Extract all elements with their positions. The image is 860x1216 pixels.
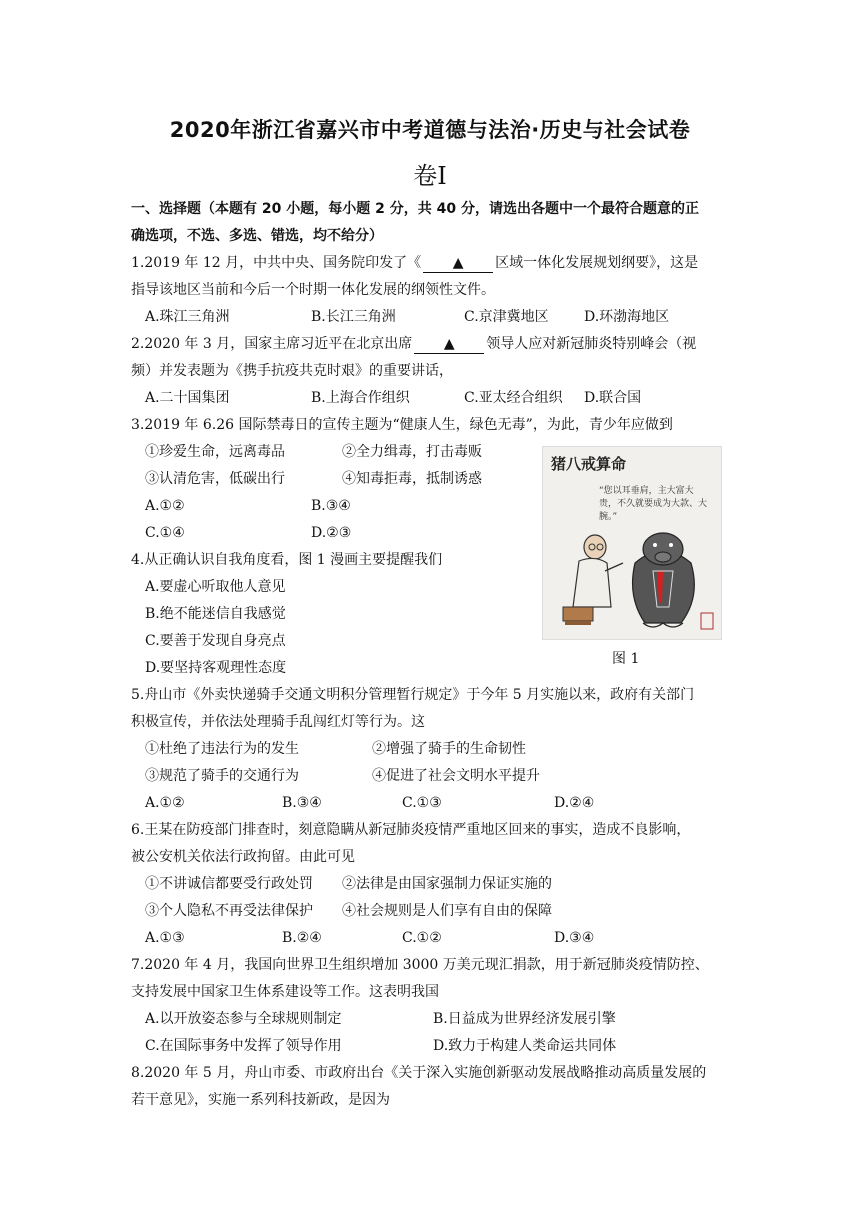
question-1-option-b[interactable]: B.长江三角洲: [311, 309, 396, 325]
cartoon-title: 猪八戒算命: [551, 455, 627, 473]
page-title: 2020年浙江省嘉兴市中考道德与法治·历史与社会试卷: [169, 118, 691, 142]
question-6-line1: 6.王某在防疫部门排查时，刻意隐瞒从新冠肺炎疫情严重地区回来的事实，造成不良影响，: [131, 822, 691, 838]
question-1-option-d[interactable]: D.环渤海地区: [584, 309, 670, 325]
question-6-line2: 被公安机关依法行政拘留。由此可见: [131, 849, 355, 865]
question-7-option-c[interactable]: C.在国际事务中发挥了领导作用: [145, 1038, 342, 1054]
question-7-option-a[interactable]: A.以开放姿态参与全球规则制定: [145, 1011, 342, 1027]
section-instructions-line2: 确选项，不选、多选、错选，均不给分）: [131, 228, 383, 244]
question-5-item-3: ③规范了骑手的交通行为: [145, 768, 299, 784]
question-5-item-4: ④促进了社会文明水平提升: [372, 768, 540, 784]
question-6-option-b[interactable]: B.②④: [282, 930, 322, 946]
question-3-item-4: ④知毒拒毒，抵制诱惑: [342, 471, 482, 487]
question-5-option-c[interactable]: C.①③: [402, 795, 442, 811]
question-5-line1: 5.舟山市《外卖快递骑手交通文明积分管理暂行规定》于今年 5 月实施以来，政府有关部门: [131, 687, 695, 703]
figure-1-cartoon: [542, 446, 722, 640]
question-1-text-b: 区域一体化发展规划纲要》，这是: [495, 255, 699, 271]
question-2-blank: ▲: [414, 335, 484, 354]
question-7-option-b[interactable]: B.日益成为世界经济发展引擎: [433, 1011, 616, 1027]
cartoon-text-line3: 腕。”: [599, 512, 618, 522]
paper-section-title: 卷Ⅰ: [413, 162, 447, 190]
question-2-option-b[interactable]: B.上海合作组织: [311, 390, 410, 406]
question-5-item-1: ①杜绝了违法行为的发生: [145, 741, 299, 757]
question-8-line1: 8.2020 年 5 月，舟山市委、市政府出台《关于深入实施创新驱动发展战略推动高质量发展的: [131, 1065, 707, 1081]
question-4-line1: 4.从正确认识自我角度看，图 1 漫画主要提醒我们: [131, 552, 443, 568]
cartoon-text-line2: 贵，不久就要成为大款、大: [599, 499, 708, 509]
question-1-line2: 指导该地区当前和今后一个时期一体化发展的纲领性文件。: [131, 282, 495, 298]
question-4-option-d[interactable]: D.要坚持客观理性态度: [145, 660, 287, 676]
question-7-line1: 7.2020 年 4 月，我国向世界卫生组织增加 3000 万美元现汇捐款，用于新冠肺炎疫情防控、: [131, 957, 709, 973]
question-4-option-c[interactable]: C.要善于发现自身亮点: [145, 633, 286, 649]
question-6-option-c[interactable]: C.①②: [402, 930, 442, 946]
fortune-teller-figure: [563, 535, 623, 625]
question-6-item-4: ④社会规则是人们享有自由的保障: [342, 903, 552, 919]
question-2-option-a[interactable]: A.二十国集团: [145, 390, 230, 406]
question-2-text-a: 2.2020 年 3 月，国家主席习近平在北京出席: [131, 336, 413, 352]
cartoon-text-line1: “您以耳垂肩，主大富大: [599, 486, 694, 496]
question-2-option-d[interactable]: D.联合国: [584, 390, 642, 406]
question-5-option-a[interactable]: A.①②: [145, 795, 185, 811]
question-5-line2: 积极宣传，并依法处理骑手乱闯红灯等行为。这: [131, 714, 425, 730]
question-1-line1: [131, 254, 698, 273]
question-6-item-1: ①不讲诚信都要受行政处罚: [145, 876, 313, 892]
cartoon-illustration: [543, 447, 721, 639]
question-1-text-a: 1.2019 年 12 月，中共中央、国务院印发了《: [131, 255, 422, 271]
question-2-text-b: 领导人应对新冠肺炎特别峰会（视: [486, 336, 697, 352]
question-7-line2: 支持发展中国家卫生体系建设等工作。这表明我国: [131, 984, 439, 1000]
question-6-item-3: ③个人隐私不再受法律保护: [145, 903, 313, 919]
question-8-line2: 若干意见》，实施一系列科技新政，是因为: [131, 1092, 390, 1108]
pig-figure: [633, 533, 695, 627]
question-3-item-2: ②全力缉毒，打击毒贩: [342, 444, 482, 460]
question-1-option-c[interactable]: C.京津冀地区: [464, 309, 549, 325]
section-instructions-line1: 一、选择题（本题有 20 小题，每小题 2 分，共 40 分，请选出各题中一个最符合题意的正: [131, 201, 699, 217]
question-4-option-b[interactable]: B.绝不能迷信自我感觉: [145, 606, 286, 622]
question-7-option-d[interactable]: D.致力于构建人类命运共同体: [433, 1038, 617, 1054]
question-6-item-2: ②法律是由国家强制力保证实施的: [342, 876, 552, 892]
question-1-blank: ▲: [423, 254, 493, 273]
question-3-item-1: ①珍爱生命，远离毒品: [145, 444, 285, 460]
question-1-option-a[interactable]: A.珠江三角洲: [145, 309, 230, 325]
question-2-line1: [131, 335, 696, 354]
question-3-option-a[interactable]: A.①②: [145, 498, 185, 514]
question-3-item-3: ③认清危害，低碳出行: [145, 471, 285, 487]
question-3-option-d[interactable]: D.②③: [311, 525, 352, 541]
question-5-option-d[interactable]: D.②④: [554, 795, 595, 811]
question-2-option-c[interactable]: C.亚太经合组织: [464, 390, 563, 406]
question-3-option-b[interactable]: B.③④: [311, 498, 351, 514]
question-5-option-b[interactable]: B.③④: [282, 795, 322, 811]
question-3-option-c[interactable]: C.①④: [145, 525, 185, 541]
question-3-line1: 3.2019 年 6.26 国际禁毒日的宣传主题为“健康人生，绿色无毒”，为此，青少年应做到: [131, 417, 673, 433]
artist-seal: [701, 613, 713, 629]
question-5-item-2: ②增强了骑手的生命韧性: [372, 741, 526, 757]
question-4-option-a[interactable]: A.要虚心听取他人意见: [145, 579, 286, 595]
figure-1-caption: 图 1: [612, 651, 640, 667]
question-6-option-a[interactable]: A.①③: [145, 930, 185, 946]
question-6-option-d[interactable]: D.③④: [554, 930, 595, 946]
question-2-line2: 频）并发表题为《携手抗疫共克时艰》的重要讲话，: [131, 363, 453, 379]
